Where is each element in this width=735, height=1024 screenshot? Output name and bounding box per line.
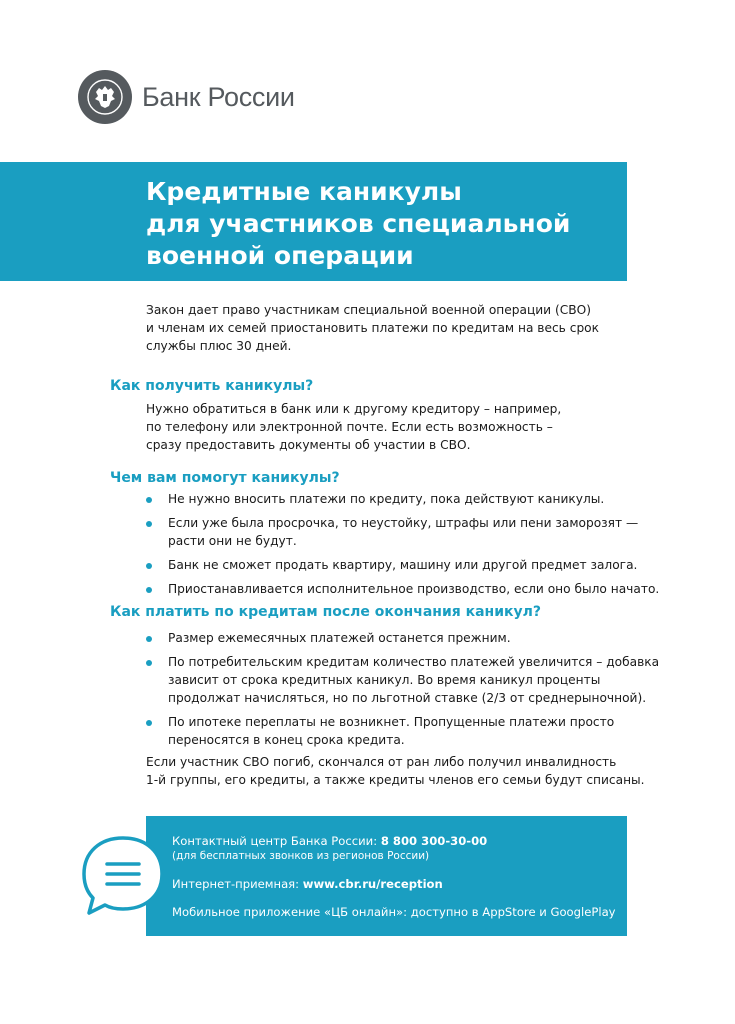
reception-line — [172, 876, 627, 892]
list-item: Приостанавливается исполнительное производство, если оно было начато. — [146, 580, 659, 598]
intro-text: Закон дает право участникам специальной военной операции (СВО) и членам их семей приостановить платежи по кредитам на весь срок службы плюс 30 дней. — [146, 303, 599, 353]
list-item: По ипотеке переплаты не возникнет. Пропущенные платежи просто переносятся в конец срока кредита. — [146, 713, 659, 749]
benefits-list — [146, 490, 659, 604]
contact-note: (для бесплатных звонков из регионов России) — [172, 850, 430, 862]
contact-phone[interactable]: 8 800 300-30-00 — [380, 834, 488, 848]
bank-logo — [78, 68, 295, 126]
hero-banner — [0, 162, 627, 281]
after-holidays-list — [146, 629, 659, 755]
section-body-how-to-get: Нужно обратиться в банк или к другому кредитору – например, по телефону или электронной почте. Если есть возможность – сразу предоставить документы об участии в СВО. — [146, 402, 562, 452]
list-item: Не нужно вносить платежи по кредиту, пока действуют каникулы. — [146, 490, 659, 508]
contact-center-line — [172, 833, 627, 849]
section-heading-after-holidays: Как платить по кредитам после окончания каникул? — [110, 604, 542, 620]
list-item: Размер ежемесячных платежей останется прежним. — [146, 629, 659, 647]
mobile-app-line: Мобильное приложение «ЦБ онлайн»: доступно в AppStore и GooglePlay — [172, 905, 616, 919]
section-heading-how-to-get: Как получить каникулы? — [110, 378, 314, 394]
list-item: Банк не сможет продать квартиру, машину или другой предмет залога. — [146, 556, 659, 574]
eagle-emblem-icon — [78, 70, 132, 124]
reception-link[interactable]: www.cbr.ru/reception — [302, 877, 443, 891]
contact-footer — [146, 816, 627, 936]
chat-bubble-icon — [80, 834, 166, 922]
bank-name: Банк России — [142, 81, 295, 112]
list-item: Если уже была просрочка, то неустойку, штрафы или пени заморозят — расти они не будут. — [146, 514, 659, 550]
section-heading-benefits: Чем вам помогут каникулы? — [110, 470, 340, 486]
reception-label: Интернет-приемная: — [172, 877, 303, 891]
contact-center-label: Контактный центр Банка России: — [172, 834, 381, 848]
list-item: По потребительским кредитам количество платежей увеличится – добавка зависит от срока кредитных каникул. Во время каникул проценты продолжат начисляться, но по льготной ставке (2/3 от среднерыночной). — [146, 653, 659, 707]
page-title: Кредитные каникулы для участников специальной военной операции — [146, 177, 571, 270]
closing-text: Если участник СВО погиб, скончался от ран либо получил инвалидность 1-й группы, его кредиты, а также кредиты членов его семьи будут списаны. — [146, 755, 645, 787]
